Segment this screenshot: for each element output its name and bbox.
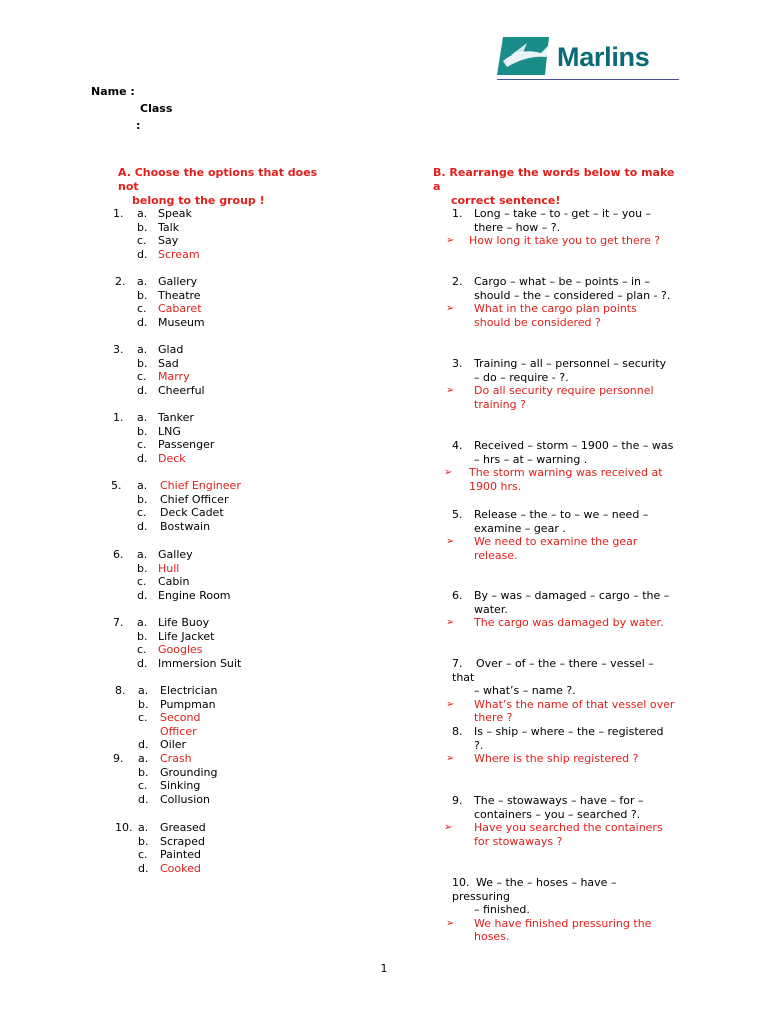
option-letter: a. [137, 207, 148, 220]
option-letter: a. [137, 548, 148, 561]
option-text: Passenger [158, 438, 215, 452]
question-b-number: 2. [452, 275, 463, 288]
answer-arrow-icon: ➢ [446, 753, 455, 765]
option-text: Oiler [160, 738, 187, 752]
question-b-line: Cargo – what – be – points – in – [474, 275, 651, 288]
option-letter: c. [137, 575, 147, 589]
answer-text: Do all security require personnel [474, 384, 654, 398]
answer-text: there ? [474, 711, 513, 725]
class-label: Class [140, 102, 173, 115]
option-text: Grounding [160, 765, 218, 779]
answer-arrow-icon: ➢ [446, 235, 455, 246]
marlin-fish-icon [497, 37, 553, 75]
option-text: Pumpman [160, 697, 216, 711]
question-b-number: 6. [452, 589, 463, 602]
option-answer-text: Cabaret [158, 302, 202, 316]
option-text: Tanker [158, 411, 194, 424]
option-letter: d. [137, 656, 148, 670]
question-a-number: 7. [113, 616, 124, 629]
answer-text: We have finished pressuring the [474, 916, 652, 930]
option-answer-text: Hull [158, 561, 180, 575]
option-letter: d. [137, 247, 148, 261]
option-text: Museum [158, 315, 205, 329]
option-text: Painted [160, 848, 201, 862]
question-b-line: there – how – ?. [474, 220, 561, 234]
question-b-line: Is – ship – where – the – registered [474, 725, 664, 738]
option-letter: d. [138, 738, 149, 752]
question-b-number: 10. [452, 876, 470, 889]
option-text: Cheerful [158, 383, 205, 397]
option-letter: c. [137, 438, 147, 452]
option-letter: a. [137, 275, 148, 288]
section-b-title: B. Rearrange the words below to make a correct sentence! [433, 166, 675, 207]
answer-arrow-icon: ➢ [446, 303, 455, 315]
question-b-line: – what’s – name ?. [474, 684, 576, 698]
logo-wordmark: Marlins [557, 42, 650, 72]
option-letter: c. [137, 643, 147, 657]
option-letter: c. [138, 779, 148, 793]
question-a-number: 1. [113, 411, 124, 424]
question-b-line: should – the – considered – plan - ?. [474, 288, 671, 302]
question-b-number: 9. [452, 794, 463, 807]
option-answer-text: Scream [158, 247, 200, 261]
answer-text: Where is the ship registered ? [474, 752, 639, 766]
option-text: Sinking [160, 779, 201, 793]
option-text: Cabin [158, 575, 190, 589]
option-letter: d. [137, 315, 148, 329]
option-answer-text: Cooked [160, 861, 201, 875]
question-b-number: 8. [452, 725, 463, 738]
option-text: Speak [158, 207, 192, 220]
option-letter: c. [137, 302, 147, 316]
option-text: Chief Officer [160, 492, 229, 506]
option-answer-text: Deck [158, 451, 186, 465]
answer-text: release. [474, 548, 518, 562]
answer-text: How long it take you to get there ? [469, 234, 661, 247]
answer-text: We need to examine the gear [474, 535, 638, 549]
answer-arrow-icon: ➢ [446, 385, 455, 397]
option-letter: c. [137, 234, 147, 248]
question-b-line: Release – the – to – we – need – [474, 508, 649, 521]
option-text: Talk [158, 220, 180, 234]
question-a-number: 1. [113, 207, 124, 220]
option-letter: b. [137, 288, 148, 302]
option-answer-text: Chief Engineer [160, 479, 241, 492]
question-b-line: – hrs – at – warning . [474, 452, 588, 466]
option-letter: d. [138, 861, 149, 875]
logo-divider [497, 79, 679, 80]
question-b-number: 1. [452, 207, 463, 220]
answer-text: What in the cargo plan points [474, 302, 637, 316]
answer-arrow-icon: ➢ [446, 698, 455, 710]
option-letter: b. [137, 492, 148, 506]
option-text: Greased [160, 821, 206, 834]
answer-arrow-icon: ➢ [444, 467, 453, 479]
option-letter: b. [138, 765, 149, 779]
question-b-line: By – was – damaged – cargo – the – [474, 589, 670, 602]
question-b-line: Long – take – to - get – it – you – [474, 207, 652, 220]
question-b-line: water. [474, 602, 508, 616]
marlins-logo [497, 37, 679, 81]
option-letter: d. [137, 383, 148, 397]
question-a-number: 10. [115, 821, 133, 834]
answer-arrow-icon: ➢ [446, 917, 455, 929]
question-a-number: 6. [113, 548, 124, 561]
section-a-title: A. Choose the options that does not belong to the group ! [118, 166, 318, 207]
question-a-number: 3. [113, 343, 124, 356]
answer-text: hoses. [474, 930, 510, 944]
option-letter: a. [138, 821, 149, 834]
option-text: Deck Cadet [160, 506, 224, 520]
question-b-line: ?. [474, 738, 484, 752]
option-text: Glad [158, 343, 184, 356]
option-letter: d. [137, 519, 148, 533]
question-b-line: examine – gear . [474, 521, 566, 535]
option-text: Electrician [160, 684, 218, 697]
option-text: Engine Room [158, 588, 231, 602]
option-text: Galley [158, 548, 193, 561]
question-b-line: containers – you – searched ?. [474, 807, 641, 821]
option-letter: d. [137, 451, 148, 465]
question-b-line: – do – require - ?. [474, 370, 569, 384]
question-b-number: 7. [452, 657, 463, 670]
question-b-line: Training – all – personnel – security [474, 357, 667, 370]
option-letter: d. [137, 588, 148, 602]
option-answer-text: Second [160, 711, 201, 725]
answer-text: The cargo was damaged by water. [474, 616, 664, 630]
option-letter: b. [137, 561, 148, 575]
option-answer-text: Marry [158, 370, 190, 384]
option-text: LNG [158, 424, 181, 438]
option-letter: d. [138, 792, 149, 806]
option-letter: a. [138, 752, 149, 765]
option-text: Sad [158, 356, 179, 370]
answer-text: for stowaways ? [474, 834, 563, 848]
option-text: Immersion Suit [158, 656, 242, 670]
answer-text: What’s the name of that vessel over [474, 697, 675, 711]
option-letter: a. [137, 343, 148, 356]
answer-text: The storm warning was received at [469, 466, 663, 480]
question-b-line: Over – of – the – there – vessel – [476, 657, 654, 670]
option-text: Gallery [158, 275, 198, 288]
option-text: Scraped [160, 834, 206, 848]
option-text: Say [158, 234, 179, 248]
question-b-line: pressuring [452, 889, 510, 903]
class-colon: : [136, 119, 141, 132]
question-b-line: The – stowaways – have – for – [474, 794, 644, 807]
question-b-number: 4. [452, 439, 463, 452]
option-text: Life Jacket [158, 629, 215, 643]
question-a-number: 2. [115, 275, 126, 288]
answer-arrow-icon: ➢ [446, 617, 455, 629]
option-letter: a. [138, 684, 149, 697]
option-answer-text: Crash [160, 752, 192, 765]
answer-arrow-icon: ➢ [444, 822, 453, 834]
option-letter: c. [138, 848, 148, 862]
option-letter: c. [137, 506, 147, 520]
question-b-number: 3. [452, 357, 463, 370]
option-answer-text: Googles [158, 643, 203, 657]
option-text: Bostwain [160, 519, 211, 533]
option-letter: b. [138, 834, 149, 848]
option-text: Collusion [160, 792, 210, 806]
option-letter: a. [137, 616, 148, 629]
question-b-line: that [452, 670, 475, 684]
question-b-line: We – the – hoses – have – [476, 876, 617, 889]
option-letter: b. [138, 697, 149, 711]
name-label: Name : [91, 85, 135, 98]
option-letter: b. [137, 629, 148, 643]
option-letter: b. [137, 424, 148, 438]
answer-arrow-icon: ➢ [446, 536, 455, 548]
option-letter: c. [137, 370, 147, 384]
question-b-number: 5. [452, 508, 463, 521]
question-a-number: 5. [111, 479, 122, 492]
option-answer-text: Officer [160, 724, 197, 738]
answer-text: 1900 hrs. [469, 479, 522, 493]
option-text: Life Buoy [158, 616, 210, 629]
page-number: 1 [380, 962, 388, 975]
answer-text: Have you searched the containers [474, 821, 663, 835]
option-letter: b. [137, 220, 148, 234]
answer-text: should be considered ? [474, 315, 601, 329]
question-b-line: Received – storm – 1900 – the – was [474, 439, 674, 452]
question-a-number: 8. [115, 684, 126, 697]
option-letter: b. [137, 356, 148, 370]
option-letter: a. [137, 411, 148, 424]
question-a-number: 9. [113, 752, 124, 765]
question-b-line: – finished. [474, 903, 530, 917]
answer-text: training ? [474, 397, 526, 411]
option-letter: a. [137, 479, 148, 492]
option-letter: c. [138, 711, 148, 725]
option-text: Theatre [158, 288, 201, 302]
